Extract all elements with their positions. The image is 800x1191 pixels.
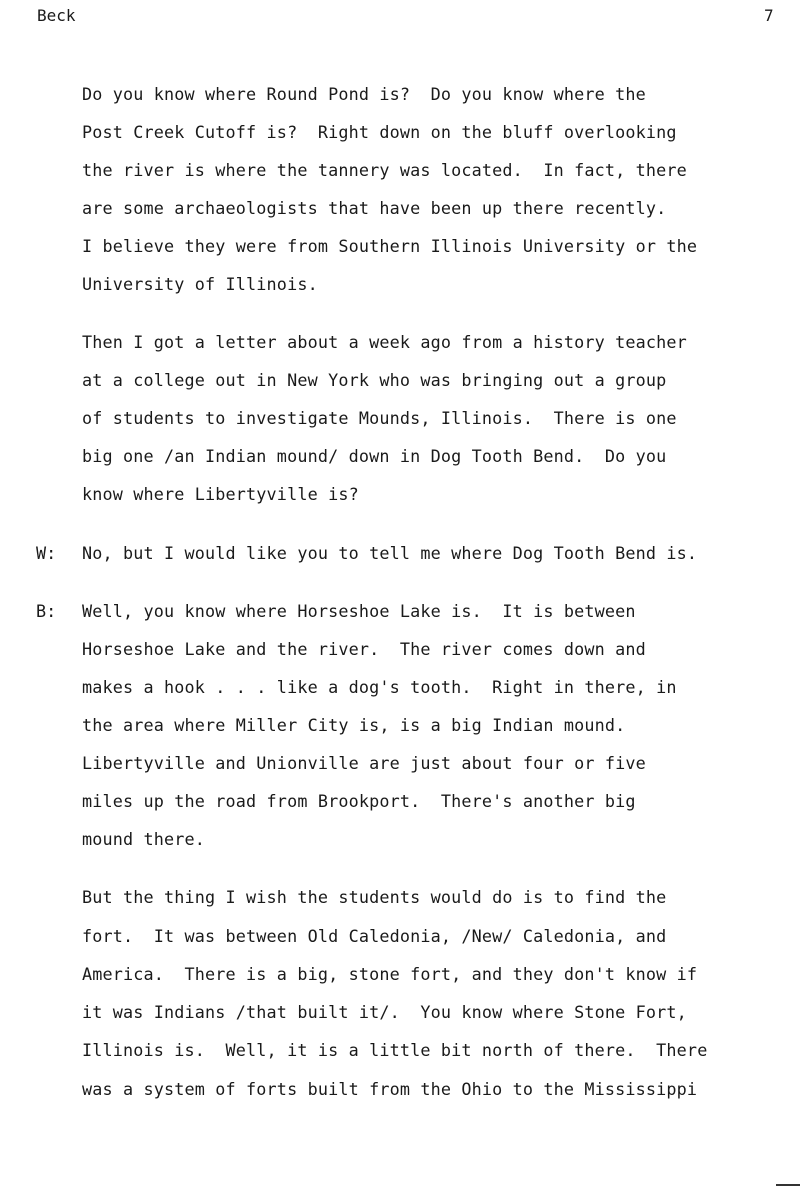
text-line: the area where Miller City is, is a big Indian mound. — [82, 715, 626, 735]
text-line: Post Creek Cutoff is? Right down on the bluff overlooking — [82, 122, 677, 142]
text-line: University of Illinois. — [82, 274, 318, 294]
text-line: big one /an Indian mound/ down in Dog Tooth Bend. Do you — [82, 446, 667, 466]
text-line: makes a hook . . . like a dog's tooth. Right in there, in — [82, 677, 677, 697]
speaker-label: B: — [36, 601, 57, 621]
text-line: at a college out in New York who was bringing out a group — [82, 370, 667, 390]
page-number: 7 — [764, 6, 774, 25]
text-line: know where Libertyville is? — [82, 484, 359, 504]
text-line: fort. It was between Old Caledonia, /New/ Caledonia, and — [82, 926, 667, 946]
text-line: it was Indians /that built it/. You know where Stone Fort, — [82, 1002, 687, 1022]
bottom-rule — [776, 1184, 800, 1186]
text-line: Horseshoe Lake and the river. The river comes down and — [82, 639, 646, 659]
text-line: the river is where the tannery was located. In fact, there — [82, 160, 687, 180]
text-line: Libertyville and Unionville are just about four or five — [82, 753, 646, 773]
text-line: Do you know where Round Pond is? Do you know where the — [82, 84, 646, 104]
text-line: was a system of forts built from the Ohio to the Mississippi — [82, 1079, 698, 1099]
text-line: miles up the road from Brookport. There's another big — [82, 791, 636, 811]
text-line: of students to investigate Mounds, Illinois. There is one — [82, 408, 677, 428]
text-line: Well, you know where Horseshoe Lake is. It is between — [82, 601, 636, 621]
text-line: Then I got a letter about a week ago from a history teacher — [82, 332, 687, 352]
text-line: No, but I would like you to tell me where Dog Tooth Bend is. — [82, 543, 698, 563]
text-line: I believe they were from Southern Illinois University or the — [82, 236, 698, 256]
text-line: mound there. — [82, 829, 206, 849]
text-line: Illinois is. Well, it is a little bit north of there. There — [82, 1040, 708, 1060]
text-line: But the thing I wish the students would do is to find the — [82, 887, 667, 907]
speaker-label: W: — [36, 543, 57, 563]
text-line: America. There is a big, stone fort, and they don't know if — [82, 964, 698, 984]
text-line: are some archaeologists that have been up there recently. — [82, 198, 667, 218]
page-header-name: Beck — [37, 6, 76, 25]
